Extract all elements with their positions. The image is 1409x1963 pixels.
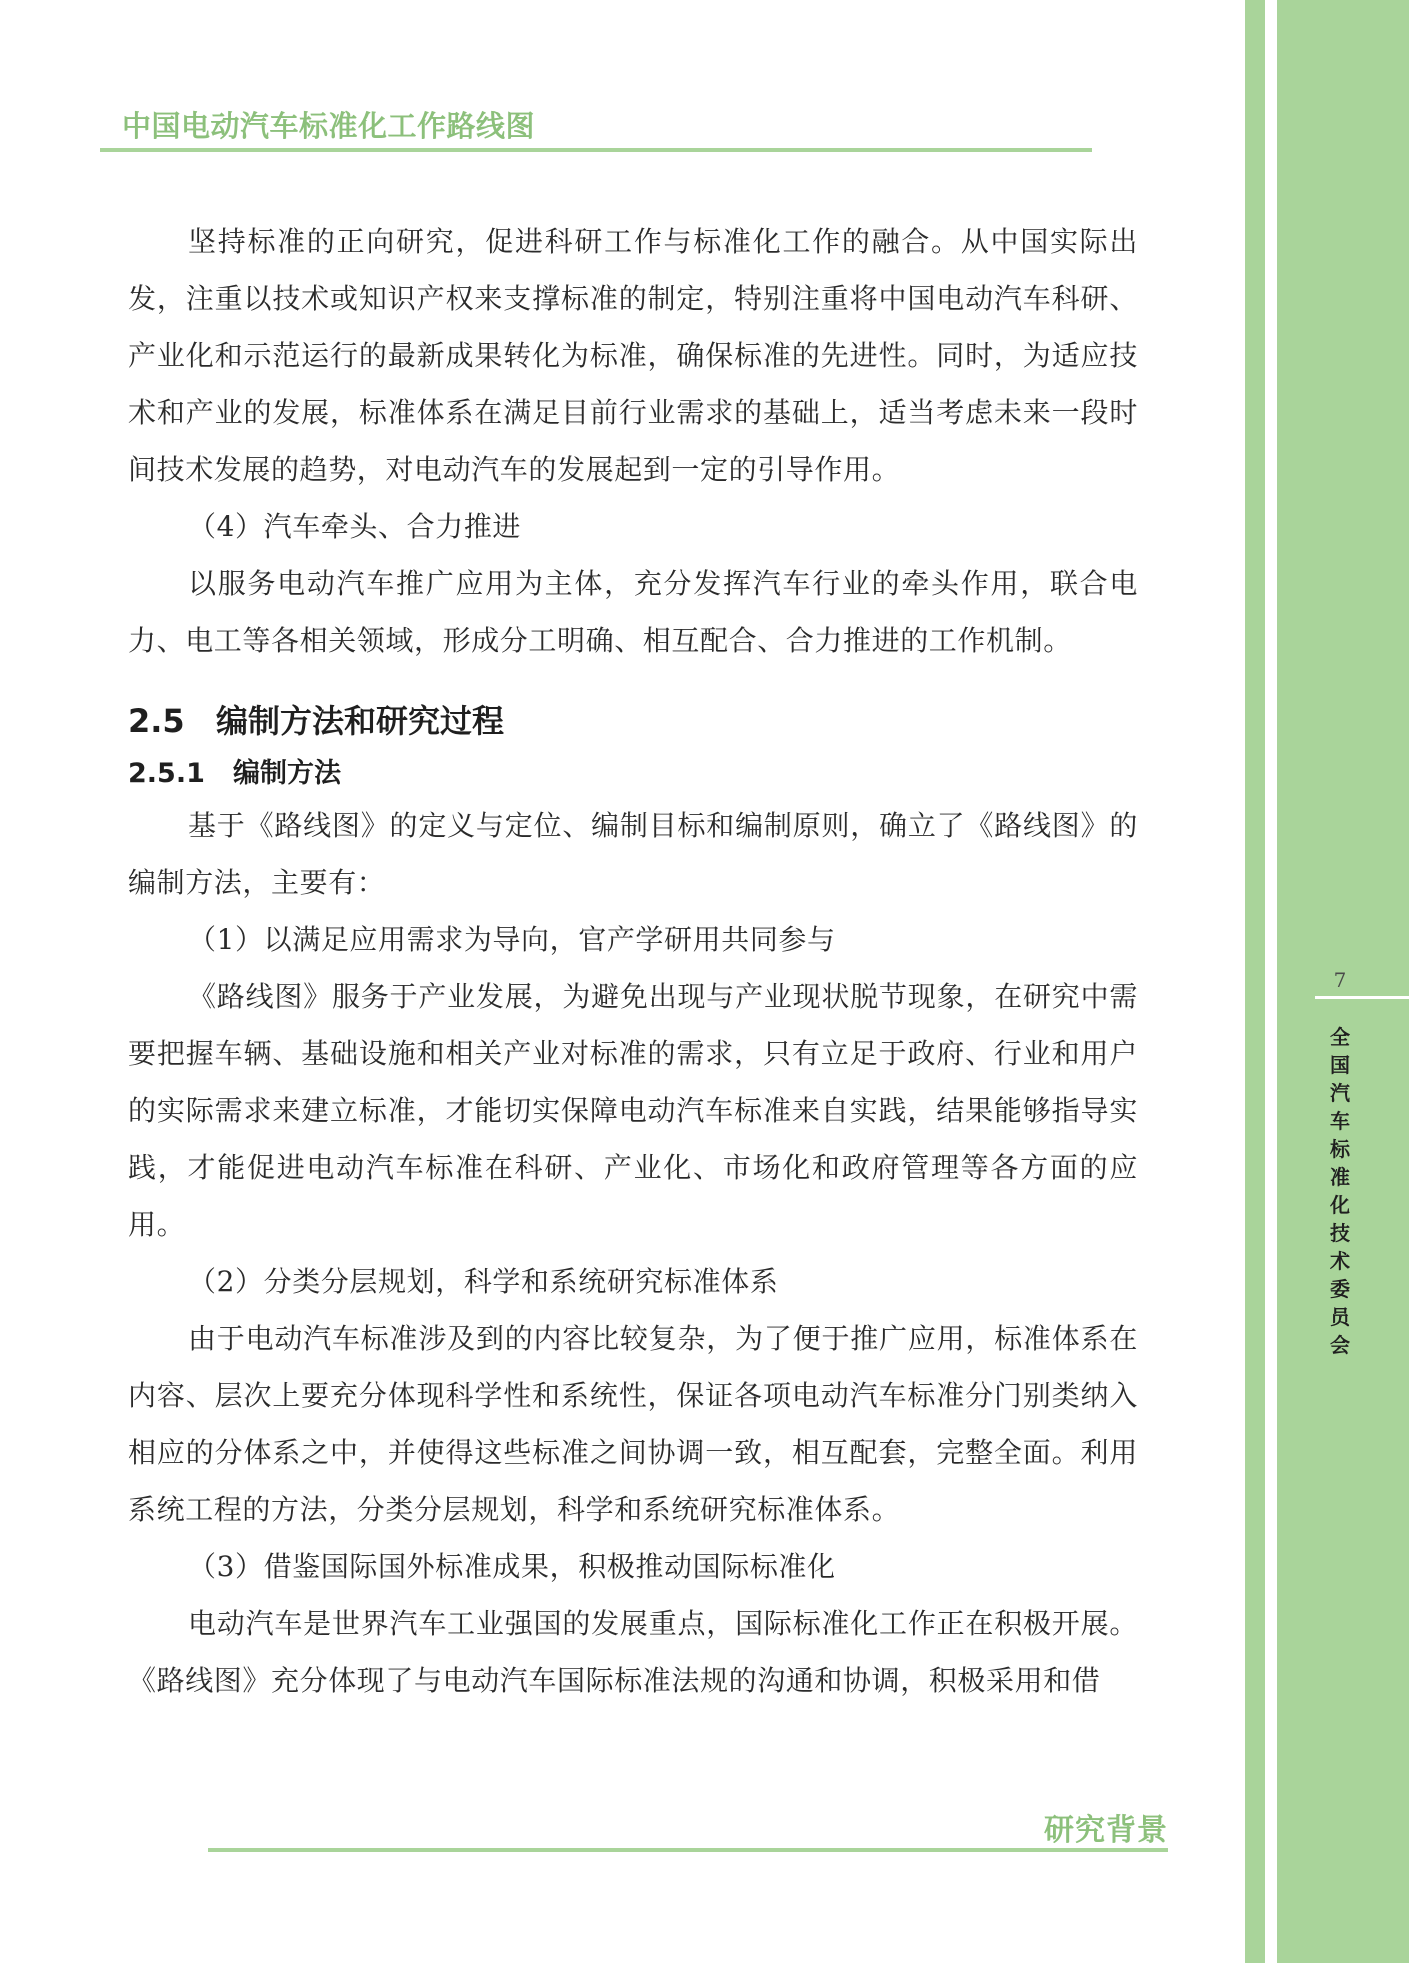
paragraph: 由于电动汽车标准涉及到的内容比较复杂，为了便于推广应用，标准体系在内容、层次上要充分体现科学性和系统性，保证各项电动汽车标准分门别类纳入相应的分体系之中，并使得这些标准之间协调一致，相互配套，完整全面。利用系统工程的方法，分类分层规划，科学和系统研究标准体系。 bbox=[128, 1322, 1138, 1526]
subsection-number: 2.5.1 bbox=[128, 758, 205, 789]
paragraph: 《路线图》服务于产业发展，为避免出现与产业现状脱节现象，在研究中需要把握车辆、基础设施和相关产业对标准的需求，只有立足于政府、行业和用户的实际需求来建立标准，才能切实保障电动汽车标准来自实践，结果能够指导实践，才能促进电动汽车标准在科研、产业化、市场化和政府管理等各方面的应用。 bbox=[128, 980, 1138, 1241]
paragraph: 电动汽车是世界汽车工业强国的发展重点，国际标准化工作正在积极开展。《路线图》充分体现了与电动汽车国际标准法规的沟通和协调，积极采用和借 bbox=[128, 1607, 1138, 1697]
sidebar-vertical-text: 全国汽车标准化技术委员会 bbox=[1330, 1025, 1350, 1357]
header-rule bbox=[100, 148, 1092, 152]
footer-rule bbox=[208, 1848, 1168, 1852]
subsection-heading bbox=[128, 751, 1138, 797]
subsection-title: 编制方法 bbox=[233, 758, 341, 789]
running-footer-title: 研究背景 bbox=[1044, 1813, 1168, 1848]
list-item-title: （4）汽车牵头、合力推进 bbox=[188, 510, 522, 543]
paragraph: 以服务电动汽车推广应用为主体，充分发挥汽车行业的牵头作用，联合电力、电工等各相关领域，形成分工明确、相互配合、合力推进的工作机制。 bbox=[128, 567, 1138, 657]
margin-band-gap bbox=[1265, 0, 1277, 1963]
paragraph: 坚持标准的正向研究，促进科研工作与标准化工作的融合。从中国实际出发，注重以技术或知识产权来支撑标准的制定，特别注重将中国电动汽车科研、产业化和示范运行的最新成果转化为标准，确保标准的先进性。同时，为适应技术和产业的发展，标准体系在满足目前行业需求的基础上，适当考虑未来一段时间技术发展的趋势，对电动汽车的发展起到一定的引导作用。 bbox=[128, 225, 1138, 486]
margin-band-outer bbox=[1245, 0, 1265, 1963]
list-item-title: （3）借鉴国际国外标准成果，积极推动国际标准化 bbox=[188, 1550, 836, 1583]
list-item-title: （2）分类分层规划，科学和系统研究标准体系 bbox=[188, 1265, 779, 1298]
section-heading bbox=[128, 691, 1138, 751]
section-title: 编制方法和研究过程 bbox=[216, 702, 505, 740]
page-number: 7 bbox=[1333, 968, 1347, 992]
list-item-title: （1）以满足应用需求为导向，官产学研用共同参与 bbox=[188, 923, 836, 956]
page-number-rule bbox=[1315, 996, 1409, 999]
running-header-title: 中国电动汽车标准化工作路线图 bbox=[122, 109, 536, 143]
page-body bbox=[128, 213, 1138, 1709]
paragraph: 基于《路线图》的定义与定位、编制目标和编制原则，确立了《路线图》的编制方法，主要有： bbox=[128, 809, 1138, 899]
section-number: 2.5 bbox=[128, 702, 185, 740]
